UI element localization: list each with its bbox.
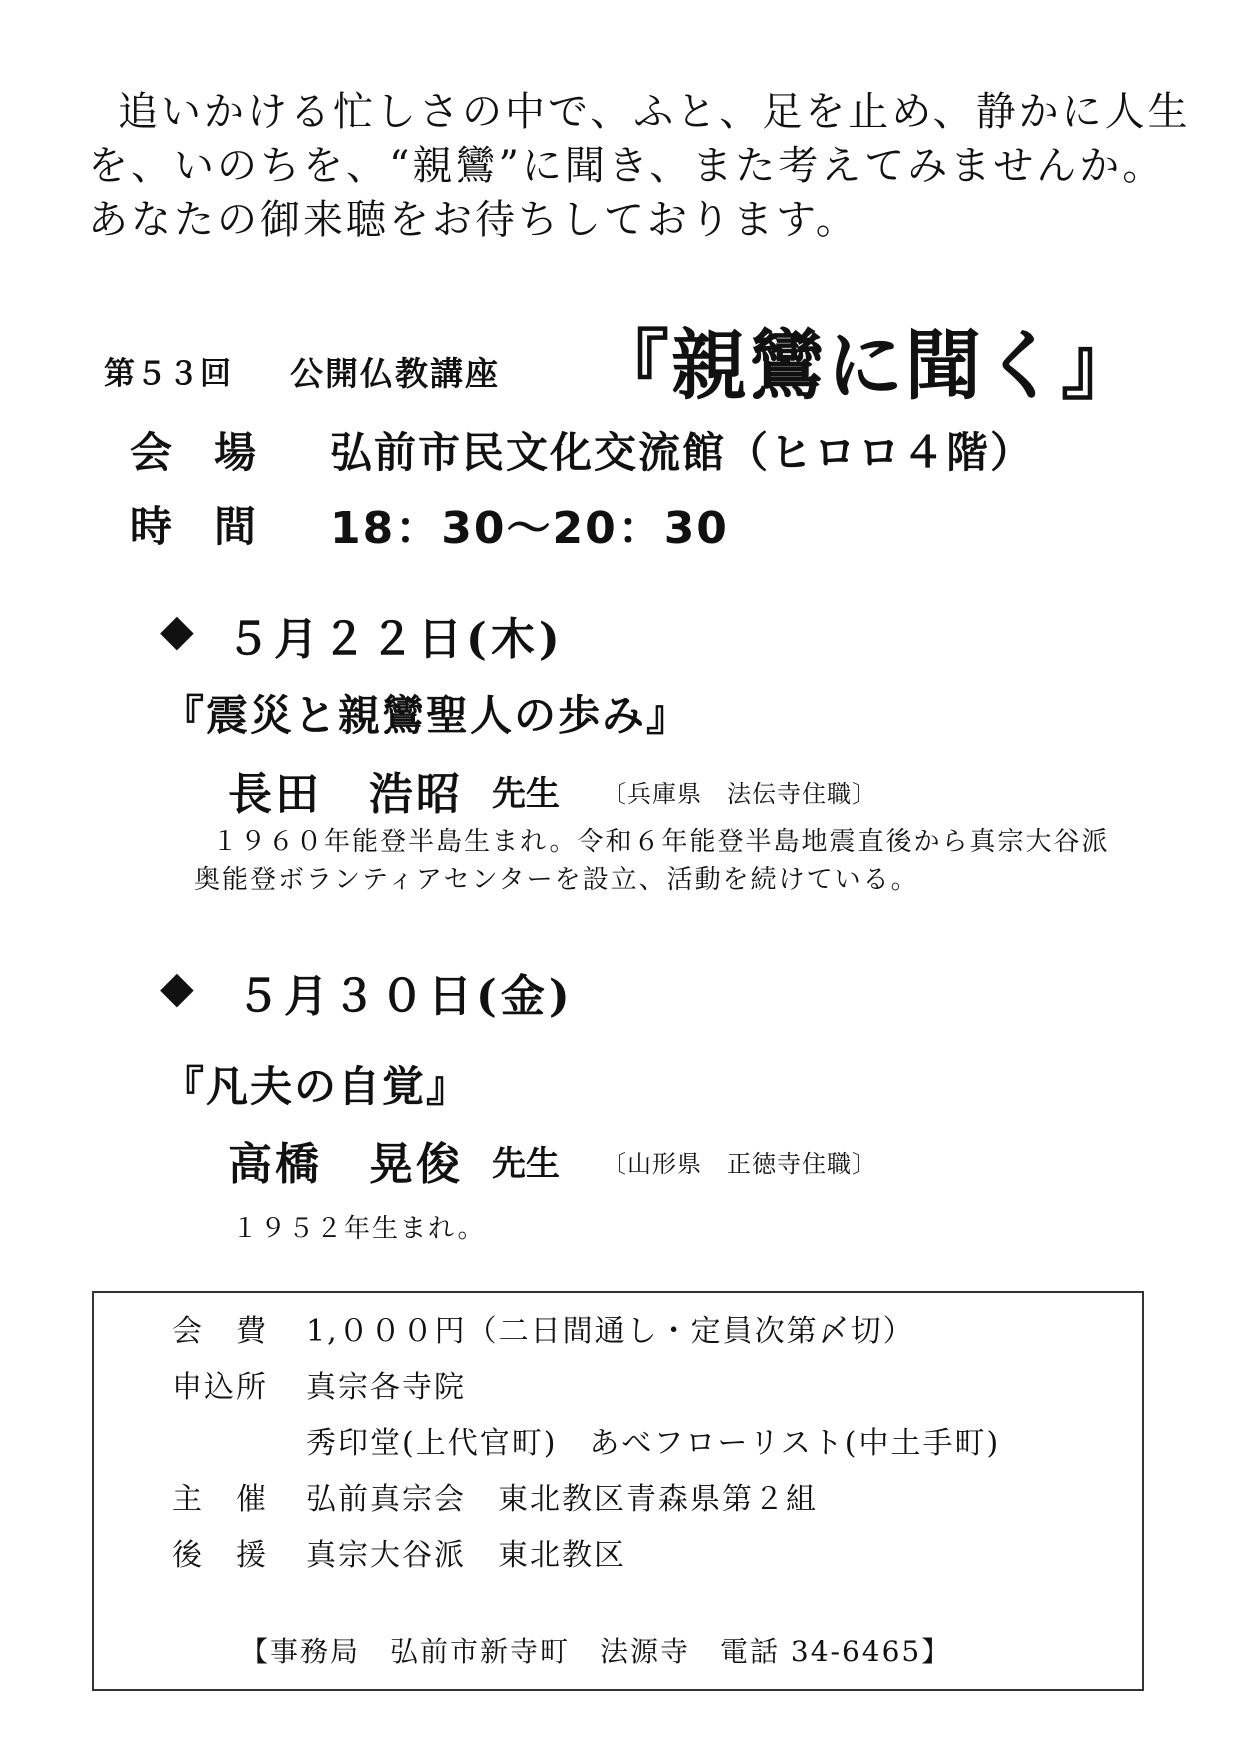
session-1-bio-line-2: 奥能登ボランティアセンターを設立、活動を続けている。 (194, 865, 919, 895)
apply-label: 申込所 (172, 1370, 268, 1405)
lecture-kind: 公開仏教講座 (290, 354, 500, 393)
support-label: 後 援 (172, 1538, 268, 1573)
host-value: 弘前真宗会 東北教区青森県第２組 (306, 1482, 818, 1517)
series-number: 第５３回 (104, 356, 232, 392)
apply-value-2: 秀印堂(上代官町) あべフローリスト(中土手町) (306, 1426, 1001, 1461)
intro-line-2: を、いのちを、“親鸞”に聞き、また考えてみませんか。 (88, 143, 1166, 189)
session-2-title: 『凡夫の自覚』 (162, 1062, 471, 1111)
apply-value-1: 真宗各寺院 (306, 1370, 466, 1405)
time-value: 18：30～20：30 (330, 503, 729, 554)
venue-value: 弘前市民文化交流館（ヒロロ４階） (330, 428, 1035, 477)
session-2-bio: １９５２年生まれ。 (232, 1214, 486, 1244)
time-label: 時 間 (130, 502, 257, 551)
office-contact: 【事務局 弘前市新寺町 法源寺 電話 34-6465】 (240, 1635, 952, 1668)
session-1-bio-line-1: １９６０年能登半島生まれ。令和６年能登半島地震直後から真宗大谷派 (212, 827, 1110, 857)
session-1-date: ５月２２日(木) (226, 614, 564, 665)
intro-line-3: あなたの御来聴をお待ちしております。 (88, 197, 859, 243)
session-2-speaker: 高橋 晃俊 (228, 1139, 463, 1190)
diamond-icon: ◆ (160, 605, 194, 656)
fee-value: 1,０００円（二日間通し・定員次第〆切） (306, 1314, 915, 1349)
host-label: 主 催 (172, 1482, 268, 1517)
session-1-title: 『震災と親鸞聖人の歩み』 (162, 691, 691, 740)
venue-label: 会 場 (130, 428, 257, 477)
session-1-speaker: 長田 浩昭 (228, 769, 463, 820)
session-2-affiliation: 〔山形県 正徳寺住職〕 (602, 1150, 877, 1178)
fee-label: 会 費 (172, 1314, 268, 1349)
session-2-date: ５月３０日(金) (236, 971, 574, 1022)
intro-line-1: 追いかける忙しさの中で、ふと、足を止め、静かに人生 (118, 89, 1191, 135)
session-2-honorific: 先生 (492, 1144, 560, 1184)
session-1-honorific: 先生 (492, 774, 560, 814)
support-value: 真宗大谷派 東北教区 (306, 1538, 626, 1573)
diamond-icon: ◆ (160, 962, 194, 1013)
session-1-affiliation: 〔兵庫県 法伝寺住職〕 (602, 780, 877, 808)
page-title: 『親鸞に聞く』 (593, 321, 1139, 410)
